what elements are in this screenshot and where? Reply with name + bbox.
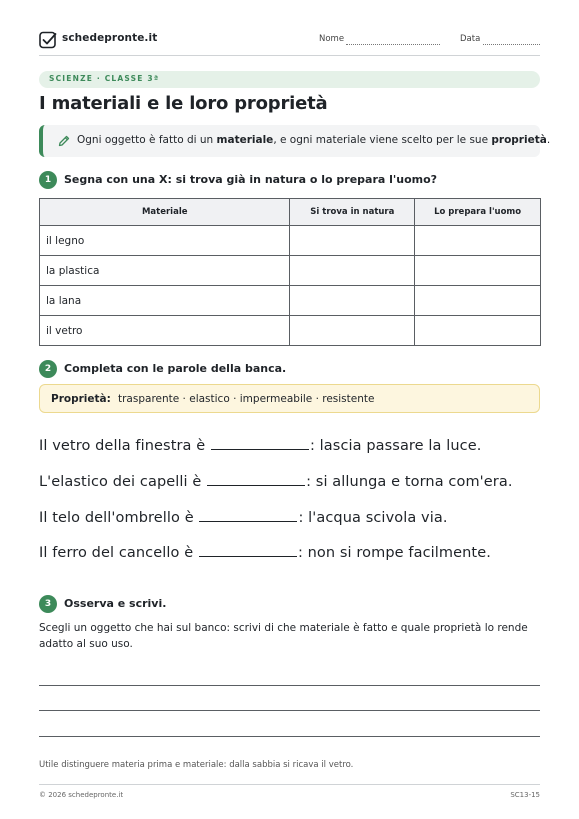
intro-text: Ogni oggetto è fatto di un materiale, e ogni materiale viene scelto per le sue proprietà. <box>77 134 551 146</box>
teacher-note: Utile distinguere materia prima e materiale: dalla sabbia si ricava il vetro. <box>39 760 354 770</box>
word-bank <box>39 384 540 413</box>
word-bank-label: Proprietà: <box>51 393 111 405</box>
sheet-code: SC13-15 <box>510 791 540 799</box>
table-row <box>40 226 541 256</box>
checkbox-logo-icon <box>39 31 57 49</box>
natural-checkbox-cell[interactable] <box>290 226 415 256</box>
name-label: Nome <box>319 34 345 44</box>
pencil-icon <box>57 134 71 148</box>
question-3-text: Scegli un oggetto che hai sul banco: scrivi di che materiale è fatto e quale proprietà lo rende adatto al suo uso. <box>39 622 528 650</box>
fill-sentence: Il ferro del cancello è : non si rompe facilmente. <box>39 545 491 561</box>
word-bank-words: trasparente · elastico · impermeabile · resistente <box>118 393 375 405</box>
man-made-checkbox-cell[interactable] <box>415 226 541 256</box>
man-made-checkbox-cell[interactable] <box>415 286 541 316</box>
page-header <box>39 30 540 56</box>
subject-label: SCIENZE · CLASSE 3ª <box>49 74 160 83</box>
brand-name: schedepronte.it <box>62 32 158 44</box>
page-title: I materiali e le loro proprietà <box>39 93 328 114</box>
material-cell: il vetro <box>40 316 290 346</box>
natural-checkbox-cell[interactable] <box>290 286 415 316</box>
table-row <box>40 316 541 346</box>
subject-badge <box>39 71 540 88</box>
column-header: Materiale <box>40 199 290 226</box>
man-made-checkbox-cell[interactable] <box>415 256 541 286</box>
column-header: Lo prepara l'uomo <box>415 199 541 226</box>
table-row <box>40 286 541 316</box>
column-header: Si trova in natura <box>290 199 415 226</box>
question-1-number: 1 <box>39 171 57 189</box>
copyright: © 2026 schedepronte.it <box>39 791 124 799</box>
name-field[interactable] <box>346 44 440 45</box>
material-cell: la plastica <box>40 256 290 286</box>
question-2-title: Completa con le parole della banca. <box>64 362 287 375</box>
answer-blank[interactable] <box>207 474 305 486</box>
table-header-row <box>40 199 541 226</box>
material-cell: la lana <box>40 286 290 316</box>
man-made-checkbox-cell[interactable] <box>415 316 541 346</box>
intro-box <box>39 125 551 157</box>
writing-line[interactable] <box>39 710 540 711</box>
writing-line[interactable] <box>39 736 540 737</box>
natural-checkbox-cell[interactable] <box>290 316 415 346</box>
question-3-number: 3 <box>39 595 57 613</box>
materials-table <box>39 198 541 346</box>
page-footer <box>39 784 540 804</box>
fill-sentence: Il telo dell'ombrello è : l'acqua scivola via. <box>39 510 448 526</box>
writing-line[interactable] <box>39 685 540 686</box>
date-label: Data <box>460 34 481 44</box>
date-field[interactable] <box>483 44 540 45</box>
fill-sentence: L'elastico dei capelli è : si allunga e torna com'era. <box>39 474 513 490</box>
fill-sentence: Il vetro della finestra è : lascia passare la luce. <box>39 438 482 454</box>
table-row <box>40 256 541 286</box>
natural-checkbox-cell[interactable] <box>290 256 415 286</box>
question-1-title: Segna con una X: si trova già in natura o lo prepara l'uomo? <box>64 173 438 186</box>
answer-blank[interactable] <box>199 510 297 522</box>
question-2-number: 2 <box>39 360 57 378</box>
question-3-title: Osserva e scrivi. <box>64 597 167 610</box>
answer-blank[interactable] <box>199 545 297 557</box>
answer-blank[interactable] <box>211 438 309 450</box>
material-cell: il legno <box>40 226 290 256</box>
